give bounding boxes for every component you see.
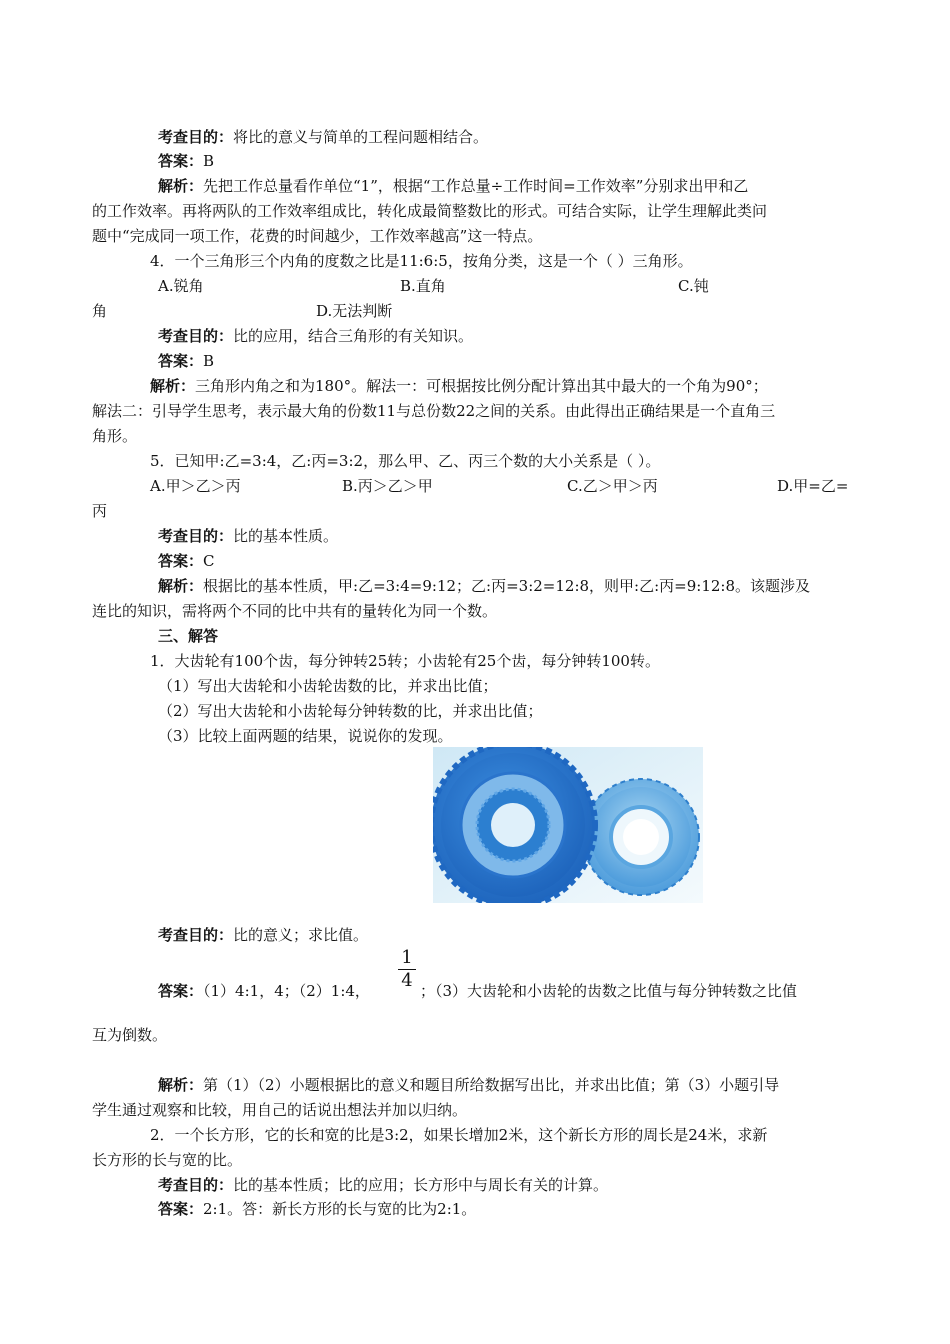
q4-option-c: C.钝 bbox=[678, 277, 709, 295]
q5-explanation-1: 解析：根据比的基本性质，甲:乙=3:4=9:12；乙:丙=3:2=12:8，则甲:乙:丙=9:12:8。该题涉及 bbox=[158, 577, 811, 595]
q4-explanation-3: 角形。 bbox=[92, 427, 138, 445]
fraction-denominator: 4 bbox=[401, 970, 413, 991]
s2-stem-1: 2．一个长方形，它的长和宽的比是3:2，如果长增加2米，这个新长方形的周长是24米，求新 bbox=[150, 1126, 768, 1144]
q3-explanation-2: 的工作效率。再将两队的工作效率组成比，转化成最简整数比的形式。可结合实际，让学生理解此类问 bbox=[92, 202, 768, 220]
fraction-one-quarter bbox=[398, 948, 416, 991]
s1-sub1: （1）写出大齿轮和小齿轮齿数的比，并求出比值； bbox=[158, 677, 498, 695]
s1-stem: 1．大齿轮有100个齿，每分钟转25转；小齿轮有25个齿，每分钟转100转。 bbox=[150, 652, 660, 670]
s2-answer-line: 答案：2:1。答：新长方形的长与宽的比为2:1。 bbox=[158, 1200, 477, 1218]
s1-goal-line: 考查目的：比的意义；求比值。 bbox=[158, 926, 369, 944]
q5-stem: 5．已知甲:乙=3:4，乙:丙=3:2，那么甲、乙、丙三个数的大小关系是（ ）。 bbox=[150, 452, 661, 470]
q4-explanation-1: 解析：三角形内角之和为180°。解法一：可根据按比例分配计算出其中最大的一个角为90°； bbox=[150, 377, 768, 395]
q5-option-d: D.甲=乙= bbox=[777, 477, 849, 495]
fraction-numerator: 1 bbox=[401, 947, 413, 968]
s2-goal-line: 考查目的：比的基本性质；比的应用；长方形中与周长有关的计算。 bbox=[158, 1176, 609, 1194]
q5-explanation-2: 连比的知识，需将两个不同的比中共有的量转化为同一个数。 bbox=[92, 602, 498, 620]
s1-sub2: （2）写出大齿轮和小齿轮每分钟转数的比，并求出比值； bbox=[158, 702, 543, 720]
section-heading: 三、解答 bbox=[158, 627, 219, 645]
s1-sub3: （3）比较上面两题的结果，说说你的发现。 bbox=[158, 727, 453, 745]
gears-image bbox=[433, 747, 703, 903]
s1-answer-line-c: 互为倒数。 bbox=[92, 1026, 168, 1044]
q4-option-d: D.无法判断 bbox=[316, 302, 393, 320]
q3-explanation-3: 题中“完成同一项工作，花费的时间越少，工作效率越高”这一特点。 bbox=[92, 227, 543, 245]
s1-answer-line-a: 答案：（1）4:1，4；（2）1:4， bbox=[158, 982, 370, 1000]
q4-option-b: B.直角 bbox=[400, 277, 446, 295]
q4-stem: 4．一个三角形三个内角的度数之比是11:6:5，按角分类，这是一个（ ）三角形。 bbox=[150, 252, 693, 270]
q4-answer-line: 答案：B bbox=[158, 352, 215, 370]
q5-option-a: A.甲＞乙＞丙 bbox=[150, 477, 241, 495]
q4-goal-line: 考查目的：比的应用，结合三角形的有关知识。 bbox=[158, 327, 474, 345]
q3-answer-line: 答案：B bbox=[158, 152, 215, 170]
q4-option-c-wrap: 角 bbox=[92, 302, 108, 320]
q5-option-b: B.丙＞乙＞甲 bbox=[342, 477, 433, 495]
s1-answer-line-b: ；（3）大齿轮和小齿轮的齿数之比值与每分钟转数之比值 bbox=[420, 982, 798, 1000]
q4-explanation-2: 解法二：引导学生思考，表示最大角的份数11与总份数22之间的关系。由此得出正确结果是一个直角三 bbox=[92, 402, 776, 420]
q3-explanation-1: 解析：先把工作总量看作单位“1”，根据“工作总量÷工作时间=工作效率”分别求出甲和乙 bbox=[158, 177, 749, 195]
q5-option-d-wrap: 丙 bbox=[92, 502, 108, 520]
s2-stem-2: 长方形的长与宽的比。 bbox=[92, 1151, 243, 1169]
q5-option-c: C.乙＞甲＞丙 bbox=[567, 477, 658, 495]
s1-explanation-1: 解析：第（1）（2）小题根据比的意义和题目所给数据写出比，并求出比值；第（3）小题引导 bbox=[158, 1076, 780, 1094]
q4-option-a: A.锐角 bbox=[158, 277, 204, 295]
q5-answer-line: 答案：C bbox=[158, 552, 215, 570]
s1-explanation-2: 学生通过观察和比较，用自己的话说出想法并加以归纳。 bbox=[92, 1101, 468, 1119]
q5-goal-line: 考查目的：比的基本性质。 bbox=[158, 527, 339, 545]
q3-goal-line: 考查目的：将比的意义与简单的工程问题相结合。 bbox=[158, 128, 489, 146]
